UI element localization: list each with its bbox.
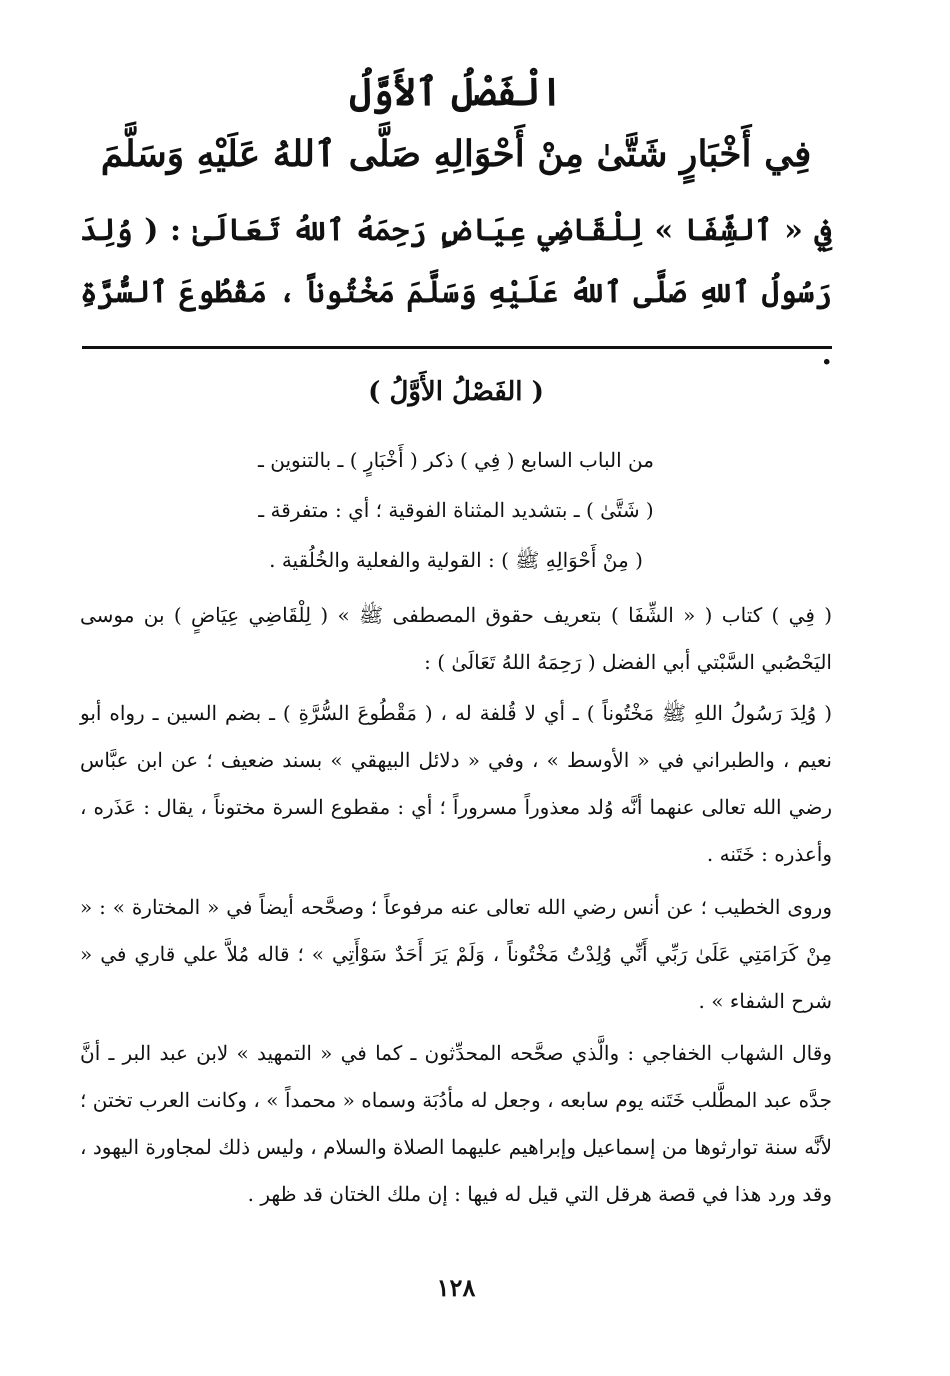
commentary-line: من الباب السابع ( فِي ) ذكر ( أَخْبَارٍ ) ـ بالتنوين ـ bbox=[258, 448, 654, 472]
commentary-paragraph: ( وُلِدَ رَسُولُ اللهِ ﷺ مَخْتُوناً ) ـ أي لا قُلفة له ، ( مَقْطُوعَ السُّرَّةِ ) ـ بضم السين ـ رواه أبو نعيم ، والطبراني في « الأوسط » ، وفي « دلائل البيهقي » بسند ضعيف ؛ عن ابن عبَّاس رضي الله تعالى عنهما أنَّه وُلد معذوراً مسروراً ؛ أي : مقطوع السرة مختوناً ، يقال : عَذَره ، وأعذره : خَتَنه . bbox=[80, 701, 832, 866]
commentary-heading: ( الفَصْلُ الأَوَّلُ ) bbox=[368, 377, 544, 407]
matn-text: فِي « ٱلشِّفَا » لِلْقَاضِي عِيَاضٍ رَحِمَهُ ٱللهُ تَعَالَىٰ : ( وُلِدَ رَسُولُ ٱللهِ صَلَّى ٱللهُ عَلَيْهِ وَسَلَّمَ مَخْتُوناً ، مَقْطُوعَ ٱلسُّرَّةِ . bbox=[80, 213, 832, 372]
commentary-paragraph: وروى الخطيب ؛ عن أنس رضي الله تعالى عنه مرفوعاً ؛ وصحَّحه أيضاً في « المختارة » : « مِنْ كَرَامَتِي عَلَىٰ رَبِّي أَنِّي وُلِدْتُ مَخْتُوناً ، وَلَمْ يَرَ أَحَدٌ سَوْأَتِي » ؛ قاله مُلاَّ علي قاري في « شرح الشفاء » . bbox=[80, 895, 832, 1013]
page-number: ١٢٨ bbox=[436, 1273, 476, 1302]
commentary-line: ( مِنْ أَحْوَالِهِ ﷺ ) : القولية والفعلية والخُلُقية . bbox=[269, 548, 643, 572]
commentary-line: ( شَتَّىٰ ) ـ بتشديد المثناة الفوقية ؛ أي : متفرقة ـ bbox=[258, 498, 654, 522]
separator-line bbox=[82, 346, 832, 349]
commentary-paragraph: ( فِي ) كتاب ( « الشِّفَا ) بتعريف حقوق المصطفى ﷺ » ( لِلْقَاضِي عِيَاضٍ ) بن موسى اليَحْصُبي السَّبْتي أبي الفضل ( رَحِمَهُ اللهُ تَعَالَىٰ ) : bbox=[80, 603, 832, 674]
chapter-title: الْفَصْلُ ٱلأَوَّلُ bbox=[349, 69, 563, 114]
commentary-paragraph: وقال الشهاب الخفاجي : والَّذي صحَّحه المحدِّثون ـ كما في « التمهيد » لابن عبد البر ـ أنَّ جدَّه عبد المطَّلب خَتَنه يوم سابعه ، وجعل له مأدُبَة وسماه « محمداً » ، وكانت العرب تختن ؛ لأنَّه سنة توارثوها من إسماعيل وإبراهيم عليهما الصلاة والسلام ، وليس ذلك لمجاورة اليهود ، وقد ورد هذا في قصة هرقل التي قيل له فيها : إن ملك الختان قد ظهر . bbox=[80, 1041, 832, 1206]
chapter-subtitle: فِي أَخْبَارٍ شَتَّىٰ مِنْ أَحْوَالِهِ صَلَّى ٱللهُ عَلَيْهِ وَسَلَّمَ bbox=[100, 133, 812, 175]
